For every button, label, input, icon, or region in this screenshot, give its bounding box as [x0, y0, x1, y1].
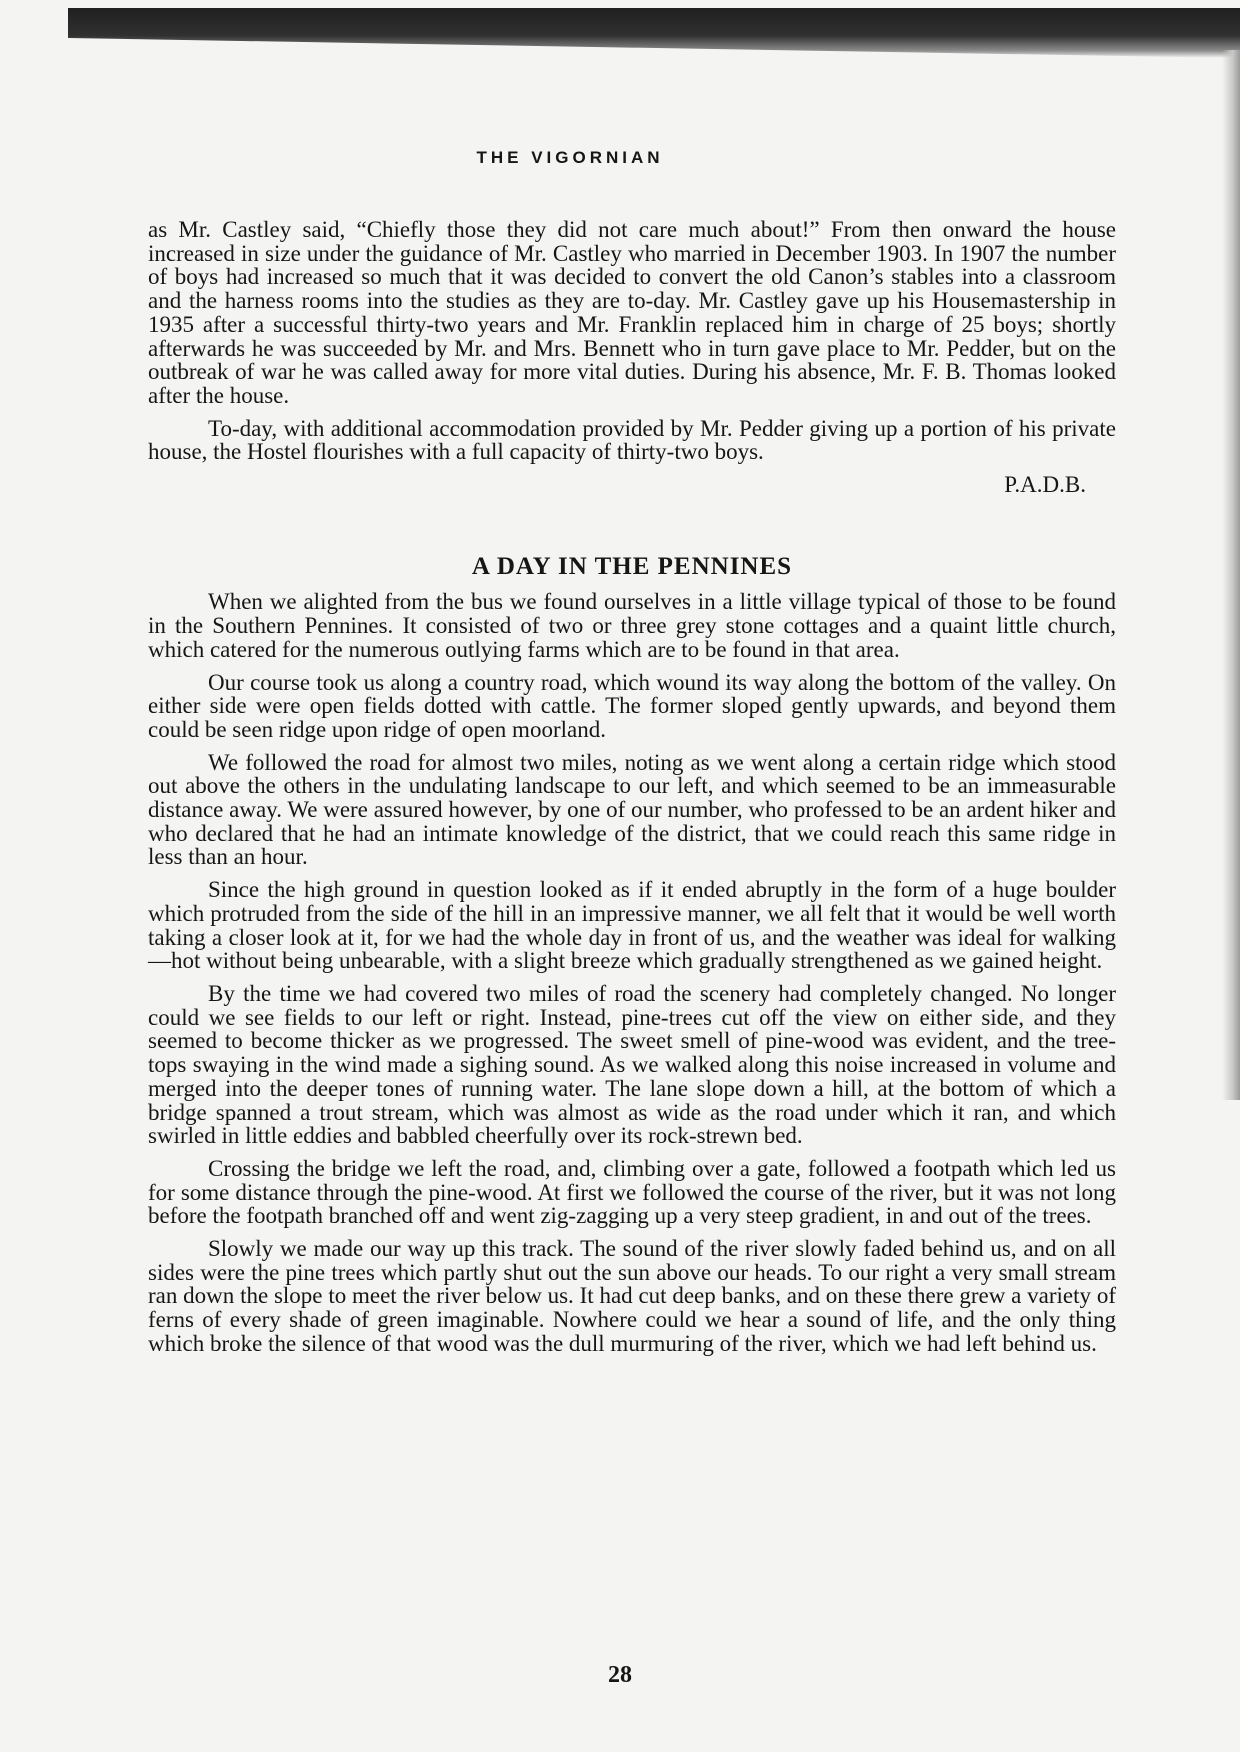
paragraph: Our course took us along a country road, which wound its way along the bottom of the valley. On either side were open fields dotted with cattle. The former sloped gently upwards, and beyond them could be seen ridge upon ridge of open moorland.	[148, 669, 1116, 742]
continued-article	[148, 218, 1116, 497]
running-head: THE VIGORNIAN	[476, 148, 664, 167]
paragraph: Crossing the bridge we left the road, and, climbing over a gate, followed a footpath which led us for some distance through the pine-wood. At first we followed the course of the river, but it was not long before the footpath branched off and went zig-zagging up a very steep gradient, in and out of the trees.	[148, 1155, 1116, 1229]
scan-shadow-top	[68, 8, 1240, 58]
author-signature: P.A.D.B.	[1004, 472, 1086, 498]
paragraph: We followed the road for almost two miles, noting as we went along a certain ridge which stood out above the others in the undulating landscape to our left, and which seemed to be an immeasurable distance away. We were assured however, by one of our number, who professed to be an ardent hiker and who declared that he had an intimate knowledge of the district, that we could reach this same ridge in less than an hour.	[148, 749, 1116, 870]
page-content	[148, 218, 1116, 1365]
page-number: 28	[608, 1662, 632, 1688]
scan-shadow-right	[1222, 50, 1240, 1100]
article	[148, 552, 1116, 1356]
paragraph: Since the high ground in question looked as if it ended abruptly in the form of a huge boulder which protruded from the side of the hill in an impressive manner, we all felt that it would be well worth taking a closer look at it, for we had the whole day in front of us, and the weather was ideal for walking—hot without being unbearable, with a slight breeze which gradually strengthened as we gained height.	[148, 877, 1116, 974]
paragraph: as Mr. Castley said, “Chiefly those they did not care much about!” From then onward the house increased in size under the guidance of Mr. Castley who married in December 1903. In 1907 the number of boys had increased so much that it was decided to convert the old Canon’s stables into a classroom and the harness rooms into the studies as they are to-day. Mr. Castley gave up his Housemastership in 1935 after a successful thirty-two years and Mr. Franklin replaced him in charge of 25 boys; shortly afterwards he was succeeded by Mr. and Mrs. Bennett who in turn gave place to Mr. Pedder, but on the outbreak of war he was called away for more vital duties. During his absence, Mr. F. B. Thomas looked after the house.	[148, 217, 1116, 408]
paragraph: By the time we had covered two miles of road the scenery had completely changed. No longer could we see fields to our left or right. Instead, pine-trees cut off the view on either side, and they seemed to become thicker as we progressed. The sweet smell of pine-wood was evident, and the tree-tops swaying in the wind made a sighing sound. As we walked along this noise increased in volume and merged into the deeper tones of running water. The lane slope down a hill, at the bottom of which a bridge spanned a trout stream, which was almost as wide as the road under which it ran, and which swirled in little eddies and babbled cheerfully over its rock-strewn bed.	[148, 980, 1116, 1149]
article-title: A DAY IN THE PENNINES	[471, 552, 793, 580]
paragraph: When we alighted from the bus we found ourselves in a little village typical of those to be found in the Southern Pennines. It consisted of two or three grey stone cottages and a quaint little church, which catered for the numerous outlying farms which are to be found in that area.	[148, 589, 1116, 662]
paragraph: To-day, with additional accommodation provided by Mr. Pedder giving up a portion of his private house, the Hostel flourishes with a full capacity of thirty-two boys.	[148, 415, 1116, 465]
paragraph: Slowly we made our way up this track. The sound of the river slowly faded behind us, and on all sides were the pine trees which partly shut out the sun above our heads. To our right a very small stream ran down the slope to meet the river below us. It had cut deep banks, and on these there grew a variety of ferns of every shade of green imaginable. Nowhere could we hear a sound of life, and the only thing which broke the silence of that wood was the dull murmuring of the river, which we had left behind us.	[148, 1236, 1116, 1356]
